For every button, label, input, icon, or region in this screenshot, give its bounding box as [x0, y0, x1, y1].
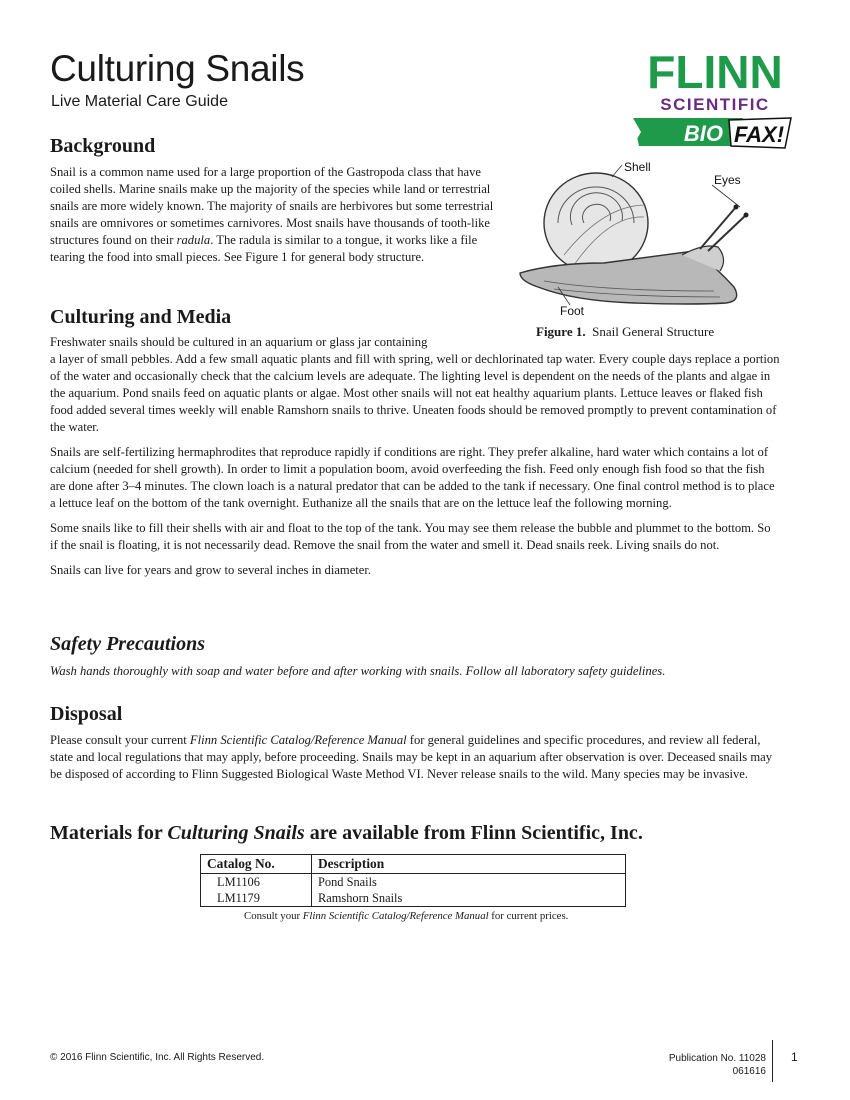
safety-heading: Safety Precautions — [50, 633, 205, 655]
culturing-paragraph-1 — [50, 334, 780, 436]
disposal-paragraph — [50, 732, 780, 783]
culturing-paragraph-2: Snails are self-fertilizing hermaphrodites that reproduce rapidly if conditions are right. They prefer alkaline, hard water which contains a lot of calcium (needed for shell growth). In order to limit a population boom, avoid overfeeding the fish. Feed only enough fish food so that the fish are done after 3–4 minutes. The clown loach is a natural predator that can be added to the tank if necessary. One final control method is to place a lettuce leaf on the bottom of the tank overnight. Euthanize all the snails that are on the lettuce leaf the following morning. — [50, 445, 775, 510]
culturing-p1-line1: Freshwater snails should be cultured in an aquarium or glass jar containing — [50, 335, 428, 349]
background-paragraph — [50, 164, 505, 266]
publication-number: Publication No. 11028 — [668, 1053, 766, 1064]
prices-note-part1: Consult your — [244, 910, 303, 922]
snail-shell-illustration — [544, 173, 648, 273]
page-subtitle: Live Material Care Guide — [51, 93, 228, 110]
logo-bio-text: BIO — [683, 121, 723, 146]
figure-caption-label: Figure 1. — [536, 324, 586, 339]
page-title: Culturing Snails — [50, 48, 305, 89]
prices-note-catalog: Flinn Scientific Catalog/Reference Manual — [302, 910, 489, 922]
table-row — [201, 890, 626, 907]
figure-label-shell: Shell — [624, 160, 651, 174]
snail-figure — [514, 155, 814, 325]
figure-caption-text: Snail General Structure — [592, 324, 715, 339]
logo-flinn-text: FLINN — [647, 46, 783, 98]
materials-heading-title: Culturing Snails — [167, 822, 305, 844]
logo-fax-text: FAX! — [733, 122, 785, 147]
catalog-cell: LM1106 — [201, 874, 312, 891]
materials-heading-part2: are available from Flinn Scientific, Inc. — [304, 822, 643, 844]
description-cell: Ramshorn Snails — [312, 890, 626, 907]
disposal-heading: Disposal — [50, 703, 123, 725]
prices-note-part2: for current prices. — [488, 910, 569, 922]
catalog-cell: LM1179 — [201, 890, 312, 907]
background-text-part1: Snail is a common name used for a large proportion of the Gastropoda class that have coiled shells. Marine snails make up the majority of the species while land or terrestrial snails are more widely known. The majority of snails are herbivores but some terrestrial snails are omnivores or sometimes carnivores. Most snails have thousands of tooth-like structures found on their — [50, 165, 494, 247]
footer-copyright: © 2016 Flinn Scientific, Inc. All Rights Reserved. — [50, 1052, 265, 1063]
publication-code: 061616 — [732, 1066, 766, 1077]
page-number: 1 — [791, 1050, 798, 1064]
disposal-text-part1: Please consult your current — [50, 733, 190, 747]
table-row — [201, 874, 626, 891]
footer-publication — [664, 1052, 766, 1078]
culturing-paragraph-3: Some snails like to fill their shells with air and float to the top of the tank. You may see them release the bubble and plummet to the bottom. So if the snail is floating, it is not necessarily dead. Remove the snail from the water and smell it. Dead snails reek. Living snails do not. — [50, 521, 771, 552]
footer-divider — [772, 1040, 773, 1082]
safety-paragraph: Wash hands thoroughly with soap and water before and after working with snails. Follow all laboratory safety guidelines. — [50, 664, 666, 678]
column-header-catalog: Catalog No. — [201, 855, 312, 874]
figure-label-foot: Foot — [560, 304, 585, 318]
culturing-paragraph-4: Snails can live for years and grow to several inches in diameter. — [50, 563, 372, 577]
description-cell: Pond Snails — [312, 874, 626, 891]
disposal-text-part2: for general guidelines and specific procedures, and review all federal, state and local regulations that may apply, before proceeding. Snails may be kept in an aquarium after observation is over. Deceased snails may be disposed of according to Flinn Suggested Biological Waste Method VI. Never release snails to the wild. Many species may be invasive. — [50, 733, 773, 781]
background-text-radula: radula — [176, 233, 211, 247]
background-text-part2: . The radula is similar to a tongue, it works like a file tearing the food into small pieces. See Figure 1 for general body structure. — [50, 233, 478, 264]
materials-heading — [50, 822, 643, 845]
culturing-section — [50, 334, 780, 587]
column-header-description: Description — [312, 855, 626, 874]
table-header-row — [201, 855, 626, 874]
culturing-heading: Culturing and Media — [50, 306, 232, 328]
culturing-p1-rest: a layer of small pebbles. Add a few small aquatic plants and fill with spring, well or dechlorinated tap water. Every couple days replace a portion of the water and occasionally check that the calcium levels are adequate. The lighting level is dependent on the needs of the plants and algae in the aquarium. Pond snails feed on aquatic plants or algae. Most other snails will not eat healthy aquarium plants. Lettuce leaves or flaked fish food added several times weekly will enable Ramshorn snails to thrive. Uneaten foods should be removed promptly to prevent contamination of the water. — [50, 352, 780, 434]
disposal-text-catalog: Flinn Scientific Catalog/Reference Manual — [189, 733, 407, 747]
materials-table — [200, 854, 626, 907]
prices-note — [244, 910, 568, 922]
materials-heading-part1: Materials for — [50, 822, 168, 844]
background-heading: Background — [50, 135, 156, 157]
flinn-logo — [633, 46, 798, 156]
figure-label-eyes: Eyes — [714, 173, 741, 187]
logo-scientific-text: SCIENTIFIC — [660, 95, 770, 114]
